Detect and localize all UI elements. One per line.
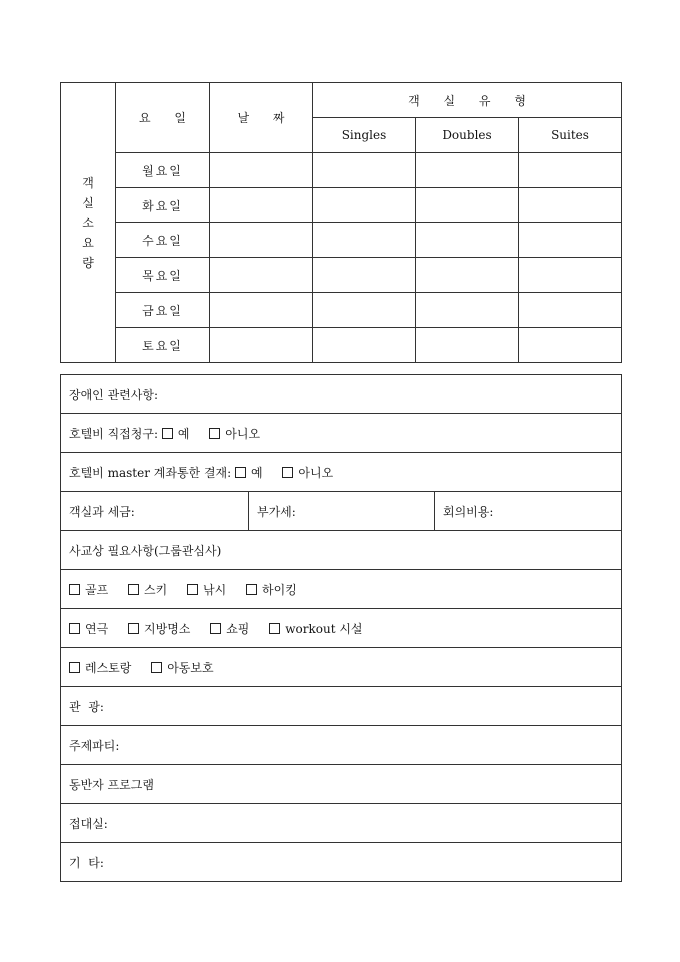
room-volume-label [61, 83, 116, 363]
doubles-cell[interactable] [416, 258, 519, 293]
doubles-cell[interactable] [416, 328, 519, 363]
activities-row [61, 570, 622, 609]
reception-room-field[interactable]: 접대실: [61, 804, 622, 843]
hotel-direct-billing-label: 호텔비 직접청구: [69, 426, 159, 441]
label-char: 객 [82, 175, 94, 190]
checkbox-golf[interactable] [69, 584, 80, 595]
date-cell[interactable] [210, 223, 313, 258]
table-row [61, 328, 622, 363]
date-cell[interactable] [210, 328, 313, 363]
suites-cell[interactable] [519, 328, 622, 363]
table-row [61, 153, 622, 188]
table-row [61, 293, 622, 328]
checkbox-shopping[interactable] [210, 623, 221, 634]
suites-cell[interactable] [519, 258, 622, 293]
checkbox-fishing[interactable] [187, 584, 198, 595]
singles-cell[interactable] [313, 293, 416, 328]
doubles-cell[interactable] [416, 293, 519, 328]
suites-cell[interactable] [519, 293, 622, 328]
option-label: 낚시 [203, 582, 227, 597]
activities-row [61, 648, 622, 687]
option-label: 아동보호 [167, 660, 214, 675]
date-header: 날 짜 [210, 83, 313, 153]
room-tax-field[interactable]: 객실과 세금: [61, 492, 249, 531]
day-header: 요 일 [116, 83, 210, 153]
day-cell: 월요일 [116, 153, 210, 188]
checkbox-yes[interactable] [162, 428, 173, 439]
activities-row [61, 609, 622, 648]
checkbox-yes[interactable] [235, 467, 246, 478]
singles-cell[interactable] [313, 258, 416, 293]
theme-party-field[interactable]: 주제파티: [61, 726, 622, 765]
date-cell[interactable] [210, 258, 313, 293]
date-cell[interactable] [210, 293, 313, 328]
suites-cell[interactable] [519, 153, 622, 188]
option-label: 아니오 [225, 426, 261, 441]
date-cell[interactable] [210, 188, 313, 223]
checkbox-childcare[interactable] [151, 662, 162, 673]
vat-field[interactable]: 부가세: [249, 492, 435, 531]
singles-cell[interactable] [313, 223, 416, 258]
label-char: 요 [82, 235, 94, 250]
table-row [61, 188, 622, 223]
label-char: 소 [82, 215, 94, 230]
room-volume-table [60, 82, 622, 363]
option-label: 아니오 [298, 465, 334, 480]
singles-cell[interactable] [313, 188, 416, 223]
doubles-cell[interactable] [416, 223, 519, 258]
option-label: 골프 [85, 582, 109, 597]
date-cell[interactable] [210, 153, 313, 188]
label-char: 량 [82, 255, 94, 270]
option-label: 스키 [144, 582, 168, 597]
option-label: 쇼핑 [226, 621, 250, 636]
day-cell: 화요일 [116, 188, 210, 223]
checkbox-theater[interactable] [69, 623, 80, 634]
singles-header: Singles [313, 118, 416, 153]
day-cell: 목요일 [116, 258, 210, 293]
suites-header: Suites [519, 118, 622, 153]
room-type-header: 객 실 유 형 [313, 83, 622, 118]
checkbox-restaurant[interactable] [69, 662, 80, 673]
doubles-cell[interactable] [416, 153, 519, 188]
singles-cell[interactable] [313, 153, 416, 188]
option-label: 지방명소 [144, 621, 191, 636]
table-row [61, 223, 622, 258]
option-label: 예 [177, 426, 190, 441]
table-row [61, 258, 622, 293]
meeting-cost-field[interactable]: 회의비용: [435, 492, 622, 531]
doubles-cell[interactable] [416, 188, 519, 223]
disabled-needs-field[interactable]: 장애인 관련사항: [61, 375, 622, 414]
label-char: 실 [82, 195, 94, 210]
day-cell: 금요일 [116, 293, 210, 328]
social-needs-heading: 사교상 필요사항(그룹관심사) [61, 531, 622, 570]
hotel-master-account-label: 호텔비 master 계좌통한 결재: [69, 465, 232, 480]
suites-cell[interactable] [519, 188, 622, 223]
hotel-direct-billing-row [61, 414, 622, 453]
checkbox-hiking[interactable] [246, 584, 257, 595]
tour-field[interactable]: 관 광: [61, 687, 622, 726]
suites-cell[interactable] [519, 223, 622, 258]
option-label: 연극 [85, 621, 109, 636]
singles-cell[interactable] [313, 328, 416, 363]
checkbox-ski[interactable] [128, 584, 139, 595]
day-cell: 토요일 [116, 328, 210, 363]
checkbox-no[interactable] [282, 467, 293, 478]
hotel-master-account-row [61, 453, 622, 492]
companion-program-field[interactable]: 동반자 프로그램 [61, 765, 622, 804]
option-label: 하이킹 [262, 582, 297, 597]
checkbox-no[interactable] [209, 428, 220, 439]
option-label: 예 [251, 465, 263, 480]
day-cell: 수요일 [116, 223, 210, 258]
additional-info-table [60, 374, 622, 882]
checkbox-local-attractions[interactable] [128, 623, 139, 634]
checkbox-workout[interactable] [269, 623, 280, 634]
doubles-header: Doubles [416, 118, 519, 153]
other-field[interactable]: 기 타: [61, 843, 622, 882]
option-label: 레스토랑 [85, 660, 132, 675]
option-label: workout 시설 [285, 621, 363, 636]
